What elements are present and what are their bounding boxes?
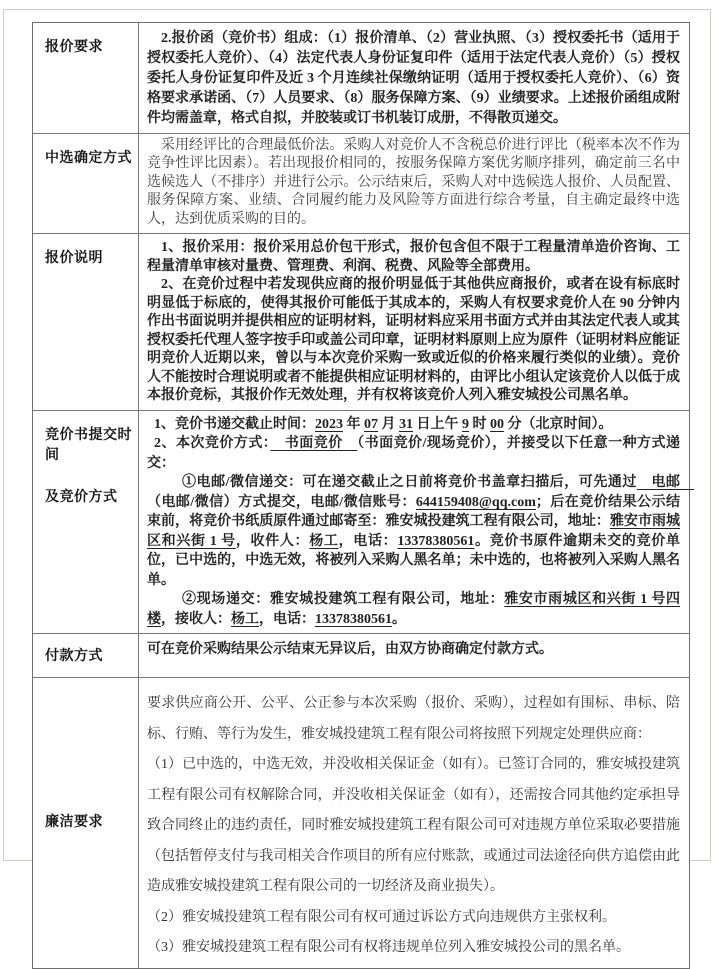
content-paragraph [147, 933, 680, 964]
text-segment: 日上午 [413, 416, 462, 432]
content-paragraph [147, 590, 680, 629]
row-label-cell [33, 411, 139, 634]
text-segment: 时 [469, 416, 490, 432]
text-segment: ①电邮/微信递交：可在递交截止之日前将竞价书盖章扫描后，可先通过 [182, 475, 637, 491]
row-content-cell [139, 678, 689, 968]
text-segment: ，电话： [259, 611, 315, 627]
row-content-cell [139, 634, 689, 677]
content-paragraph [147, 903, 680, 934]
text-segment: 要求供应商公开、公平、公正参与本次采购（报价、采购），过程如有围标、串标、陪标、行贿、等行为发生，雅安城投建筑工程有限公司将按照下列规定处理供应商： [147, 696, 680, 742]
underlined-fill-in: 雅安市雨城区和兴街 1 号四楼 [147, 592, 680, 627]
table-row [33, 678, 689, 968]
text-segment: （2）雅安城投建筑工程有限公司有权可通过诉讼方式向违规供方主张权利。 [147, 909, 616, 925]
row-content-cell [139, 23, 689, 133]
text-segment: 分（北京时间）。 [504, 416, 613, 432]
underlined-fill-in: 644159408@qq.com [415, 494, 536, 510]
text-segment: 可在竞价采购结果公示结束无异议后，由双方协商确定付款方式。 [147, 642, 553, 658]
row-label: 报价要求 [45, 38, 103, 54]
text-segment: （电邮/微信）方式提交，电邮/微信账号： [147, 494, 416, 510]
content-paragraph [147, 415, 680, 435]
row-content-cell [139, 134, 689, 233]
row-content-cell [139, 234, 689, 410]
underlined-fill-in: 00 [490, 416, 504, 432]
table-row [33, 134, 689, 234]
text-segment: 1、报价采用：报价采用总价包干形式，报价包含但不限于工程量清单造价咨询、工程量清单审核对量费、管理费、利润、税费、风险等全部费用。 [147, 240, 680, 274]
text-segment: 2、本次竞价方式： [154, 436, 271, 452]
text-segment: ，收件人： [235, 533, 310, 549]
content-paragraph [147, 689, 680, 750]
row-content-cell [139, 411, 694, 634]
underlined-fill-in: 13378380561 [397, 533, 475, 549]
content-paragraph [147, 276, 680, 406]
underlined-fill-in: 13378380561 [315, 611, 392, 627]
text-segment: 月 [378, 416, 399, 432]
text-segment: 。竞价书原件逾期未交的竞价单位，已中选的，中选无效，将被列入采购人黑名单；未中选的，也将被列入采购人黑名单。 [147, 533, 680, 588]
text-segment: （3）雅安城投建筑工程有限公司有权将违规单位列入雅安城投公司的黑名单。 [147, 940, 630, 956]
content-paragraph [147, 29, 680, 129]
content-paragraph [147, 239, 680, 276]
row-label: 廉洁要求 [45, 812, 103, 829]
row-label-cell [33, 234, 139, 410]
underlined-fill-in: 雅安市雨城区和兴街 1 号 [147, 514, 680, 549]
text-segment: （1）已中选的，中选无效，并没收相关保证金（如有）。已签订合同的，雅安城投建筑工程有限公司有权解除合同，并没收相关保证金（如有），还需按合同其他约定承担导致合同终止的违约责任，同时雅安城投建筑工程有限公司可对违规方单位采取必要措施（包括暂停支付与我司相关合作项目的所有应付账款，或通过司法途径向供方追偿由此造成雅安城投建筑工程有限公司的一切经济及商业损失）。 [147, 757, 680, 895]
underlined-fill-in: 9 [462, 416, 469, 432]
table-row [33, 634, 689, 678]
text-segment: 。 [392, 611, 406, 627]
underlined-fill-in: 2023 [315, 416, 343, 432]
text-segment: ；后在竞价结果公示结束前，将竞价书纸质原件通过邮寄至：雅安城投建筑工程有限公司，地址： [147, 494, 680, 530]
text-segment: 2.报价函（竞价书）组成：（1）报价清单、（2）营业执照、（3）授权委托书（适用于授权委托人竞价）、（4）法定代表人身份证复印件（适用于法定代表人竞价）（5）授权委托人身份证复印件及近 3 个月连续社保缴纳证明（适用于授权委托人竞价）、（6）资格要求承诺函、（7）人员要求、（8）服务保障方案、（9）业绩要求。上述报价函组成附件均需盖章，格式自拟，并胶装或订书机装订成册，不得散页递交。 [147, 31, 680, 126]
row-label: 竞价书提交时间 [45, 425, 132, 462]
underlined-fill-in: 07 [364, 416, 378, 432]
underlined-fill-in: 书面竞价 [270, 436, 358, 452]
text-segment: 2、在竞价过程中若发现供应商的报价明显低于其他供应商报价，或者在设有标底时明显低于标底的，使得其报价可能低于其成本的，采购人有权要求竞价人在 90 分钟内作出书面说明并提供相应的证明材料，证明材料应采用书面方式并由其法定代表人或其授权委托代理人签字按手印或盖公司印章，证明材料原则上应为原件（证明材料应能证明竞价人近期以来，曾以与本次竞价采购一致或近似的价格来履行类似的业绩）。竞价人不能按时合理说明或者不能提供相应证明材料的，由评比小组认定该竞价人以低于成本报价竞标，其报价作无效处理，并有权将该竞价人列入雅安城投公司黑名单。 [147, 277, 680, 404]
content-paragraph [147, 434, 680, 473]
table-row [33, 411, 694, 635]
content-paragraph [147, 137, 680, 229]
text-segment: 采用经评比的合理最低价法。采购人对竞价人不含税总价进行评比（税率本次不作为竞争性评比因素）。若出现报价相同的，按服务保障方案优劣顺序排列，确定前三名中选候选人（不排序）并进行公示。公示结束后，采购人对中选候选人报价、人员配置、服务保障方案、业绩、合同履约能力及风险等方面进行综合考量，自主确定最终中选人，达到优质采购的目的。 [147, 138, 680, 227]
table-row [33, 23, 689, 134]
underlined-fill-in: 31 [399, 416, 413, 432]
row-label-cell [33, 678, 139, 968]
table-row [33, 234, 689, 411]
row-label: 及竞价方式 [45, 487, 118, 504]
underlined-fill-in: 杨工 [309, 533, 339, 549]
row-label-cell [33, 23, 139, 133]
row-label-cell [33, 134, 139, 233]
row-label-cell [33, 634, 139, 677]
text-segment: 1、竞价书递交截止时间： [154, 416, 315, 432]
text-segment: ②现场递交：雅安城投建筑工程有限公司，地址： [182, 592, 505, 608]
row-label: 报价说明 [45, 249, 103, 266]
underlined-fill-in: 杨工 [231, 611, 259, 627]
text-segment: ，接收人： [161, 611, 231, 627]
content-paragraph [147, 750, 680, 903]
underlined-fill-in: 电邮 [636, 475, 694, 491]
row-label: 中选确定方式 [45, 149, 132, 165]
text-segment: （书面竞价/现场竞价），并接受以下任意一种方式递交： [147, 436, 681, 471]
text-segment: ，电话： [338, 533, 398, 549]
bidding-requirements-table [32, 22, 694, 969]
text-segment: 年 [343, 416, 364, 432]
content-paragraph [147, 640, 680, 660]
content-paragraph [147, 473, 694, 590]
row-label: 付款方式 [45, 647, 103, 664]
